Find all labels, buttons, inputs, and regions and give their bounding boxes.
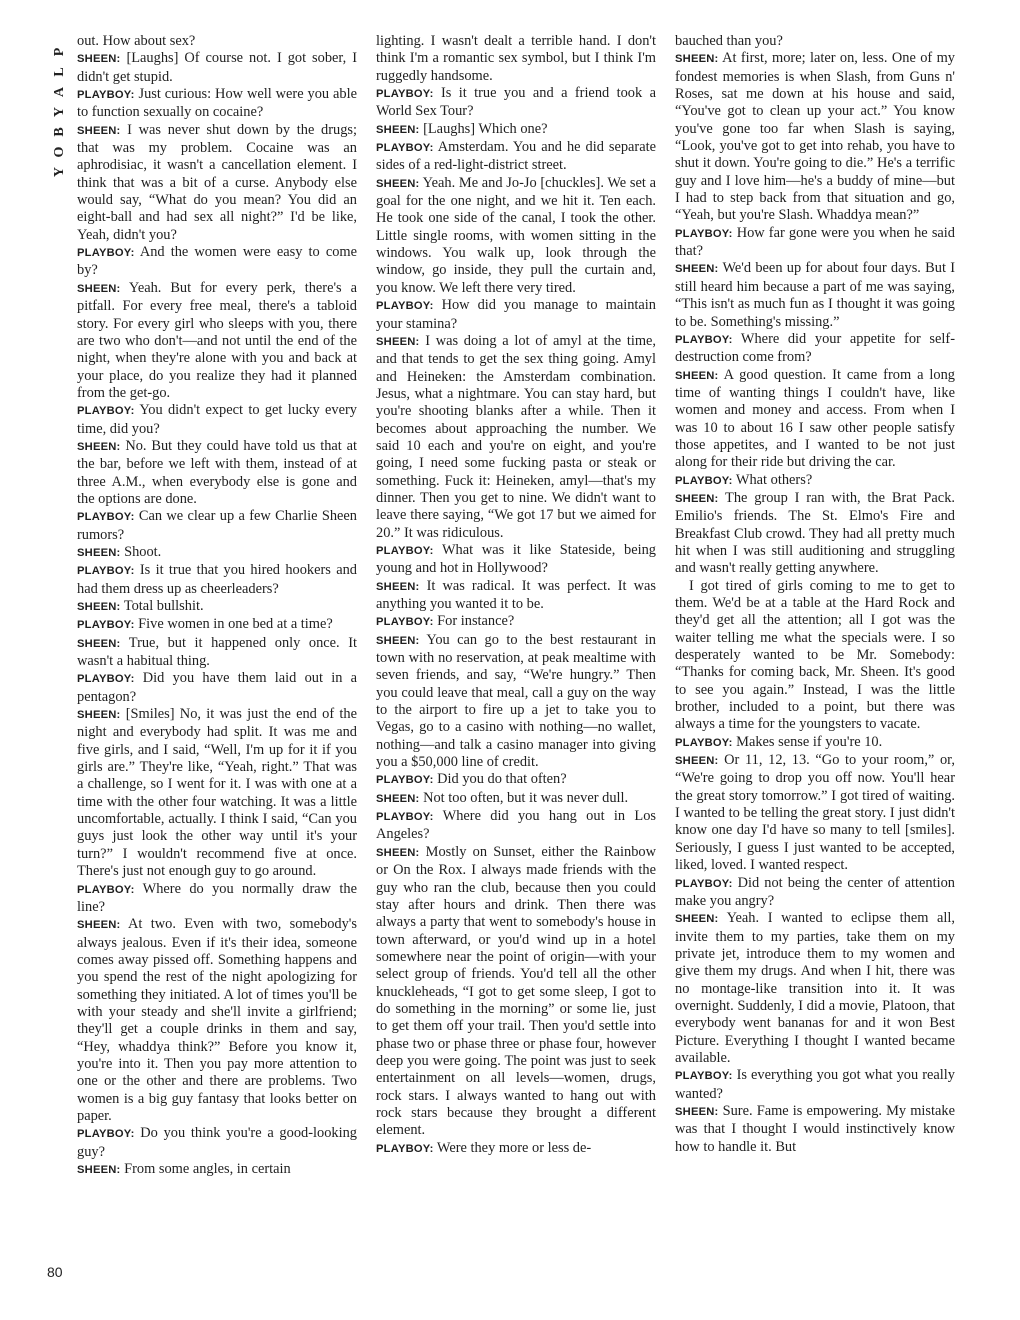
paragraph-text: Did not being the center of attention make you angry? bbox=[675, 874, 955, 909]
paragraph-text: At first, more; later on, less. One of my fondest memories is when Slash, from Guns n' Roses, sat me down at his house and said, “You've got to clean up your act.” You know you've gone too far when Slash is saying, “Look, you've got to get into rehab, you have to shut it down. You're going to die.” He's a terrific guy and I love him—he's a buddy of mine—but I had to step back from that situation and go, “Yeah, but you're Slash. Whaddya mean?” bbox=[675, 50, 955, 224]
interview-paragraph bbox=[77, 670, 357, 706]
speaker-label: PLAYBOY: bbox=[675, 474, 733, 487]
paragraph-text: bauched than you? bbox=[675, 33, 783, 49]
interview-paragraph bbox=[77, 1125, 357, 1161]
speaker-label: PLAYBOY: bbox=[376, 774, 434, 787]
paragraph-text: I got tired of girls coming to me to get to them. We'd be at a table at the Hard Rock and they'd get all the attention; all I got was the waiter telling me what the specials were. I so desperately wanted to be Mr. Somebody: “Thanks for coming back, Mr. Sheen. It's good to see you again.” Instead, I was the little brother, included to a point, but there was always a time for the youngsters to vacate. bbox=[675, 577, 955, 733]
interview-paragraph bbox=[376, 771, 656, 789]
interview-paragraph bbox=[675, 472, 955, 490]
speaker-label: PLAYBOY: bbox=[675, 1070, 733, 1083]
paragraph-text: Shoot. bbox=[124, 543, 162, 560]
paragraph-text: At two. Even with two, somebody's always jealous. Even if it's their idea, someone comes away pissed off. Something happens and you spend the rest of the night apologizing for something they initiated. A lot of times you'll be with your steady and she'll invite a girlfriend; they'll get a couple drinks in them and say, “Hey, whaddya think?” Before you know it, you're into it. Then you pay more attention to one or the other and there are problems. Two women is a big guy fantasy that looks better on paper. bbox=[77, 916, 357, 1124]
paragraph-text: Not too often, but it was never dull. bbox=[423, 789, 629, 806]
paragraph-text: True, but it happened only once. It wasn't a habitual thing. bbox=[77, 634, 357, 670]
interview-paragraph bbox=[675, 260, 955, 330]
speaker-label: PLAYBOY: bbox=[77, 511, 135, 524]
speaker-label: SHEEN: bbox=[376, 792, 420, 805]
speaker-label: PLAYBOY: bbox=[675, 877, 733, 890]
paragraph-text: Can we clear up a few Charlie Sheen rumors? bbox=[77, 508, 357, 543]
paragraph-text: lighting. I wasn't dealt a terrible hand. I don't think I'm a romantic sex symbol, but I think I'm ruggedly handsome. bbox=[376, 33, 656, 84]
speaker-label: PLAYBOY: bbox=[675, 333, 733, 346]
interview-paragraph bbox=[376, 844, 656, 1140]
paragraph-text: Or 11, 12, 13. “Go to your room,” or, “We're going to drop you off now. You'll hear the great story tomorrow.” I got tired of waiting. I wanted to be telling the great story. I just didn't know one day I'd have so many to tell [smiles]. Seriously, I guess I just wanted to be accepted, liked, loved. I wanted respect. bbox=[675, 752, 955, 874]
speaker-label: SHEEN: bbox=[675, 1105, 719, 1118]
paragraph-text: Where did you hang out in Los Angeles? bbox=[376, 808, 656, 843]
magazine-vertical-nameplate bbox=[50, 42, 70, 182]
interview-paragraph bbox=[675, 578, 955, 734]
speaker-label: PLAYBOY: bbox=[77, 565, 135, 578]
paragraph-text: [Laughs] Of course not. I got sober, I didn't get stupid. bbox=[77, 50, 357, 85]
paragraph-text: Yeah. Me and Jo-Jo [chuckles]. We set a goal for the one night, and we hit it. Ten each. He took one side of the canal, I took the other. Little single rooms, with women sitting in the windows. You walk up, look through the window, go inside, they pull the curtain and, you know. We left there very tired. bbox=[376, 174, 656, 296]
interview-paragraph bbox=[376, 808, 656, 844]
speaker-label: SHEEN: bbox=[675, 369, 719, 382]
paragraph-text: Did you have them laid out in a pentagon? bbox=[77, 670, 357, 705]
paragraph-text: Five women in one bed at a time? bbox=[138, 616, 333, 633]
speaker-label: PLAYBOY: bbox=[376, 88, 434, 101]
paragraph-text: Do you think you're a good-looking guy? bbox=[77, 1125, 357, 1160]
text-column-1 bbox=[77, 33, 357, 1179]
interview-paragraph bbox=[675, 331, 955, 367]
interview-paragraph bbox=[376, 139, 656, 175]
speaker-label: SHEEN: bbox=[376, 846, 420, 859]
nameplate-letter: Y bbox=[52, 166, 67, 178]
interview-paragraph bbox=[675, 50, 955, 224]
paragraph-text: What was it like Stateside, being young and hot in Hollywood? bbox=[376, 541, 656, 577]
interview-paragraph bbox=[77, 881, 357, 917]
speaker-label: SHEEN: bbox=[77, 440, 121, 453]
speaker-label: PLAYBOY: bbox=[376, 544, 434, 557]
interview-paragraph bbox=[376, 175, 656, 297]
paragraph-text: Amsterdam. You and he did separate sides of a red-light-district street. bbox=[376, 139, 657, 174]
paragraph-text: Where did your appetite for self-destruction come from? bbox=[675, 330, 955, 366]
speaker-label: SHEEN: bbox=[376, 177, 420, 190]
interview-paragraph bbox=[675, 490, 955, 578]
speaker-label: SHEEN: bbox=[675, 263, 719, 276]
speaker-label: SHEEN: bbox=[675, 492, 719, 505]
speaker-label: SHEEN: bbox=[77, 709, 121, 722]
paragraph-text: No. But they could have told us that at the bar, before we left with them, instead of at three A.M., when everybody else is gone and the options are done. bbox=[77, 437, 357, 507]
speaker-label: PLAYBOY: bbox=[675, 736, 733, 749]
nameplate-letter: B bbox=[52, 127, 67, 137]
page-number: 80 bbox=[47, 1264, 63, 1280]
nameplate-letter: A bbox=[52, 86, 67, 98]
paragraph-text: Total bullshit. bbox=[123, 598, 204, 614]
paragraph-text: And the women were easy to come by? bbox=[77, 244, 357, 279]
paragraph-text: I was doing a lot of amyl at the time, and that tends to get the sex thing going. Amyl and Heineken: the Amsterdam combination. Jesus, what a nightmare. You can stay hard, but you're shooting blanks after a while. Then it becomes about approaching the number. We said 10 each and you're on eight, and you're going, I need some fucking pasta or steak or something. Fuck it: Heineken, amyl—that's my dinner. Then you get to nine. We didn't want to leave there saying, “We got 17 but we aimed for 20.” It was ridiculous. bbox=[376, 332, 656, 541]
interview-paragraph bbox=[675, 734, 955, 752]
paragraph-text: Did you do that often? bbox=[437, 771, 567, 788]
speaker-label: SHEEN: bbox=[77, 919, 121, 932]
interview-paragraph bbox=[376, 578, 656, 614]
interview-paragraph bbox=[675, 752, 955, 874]
speaker-label: PLAYBOY: bbox=[77, 89, 135, 102]
speaker-label: SHEEN: bbox=[675, 53, 719, 66]
speaker-label: SHEEN: bbox=[77, 637, 121, 650]
nameplate-letter: O bbox=[52, 146, 67, 158]
interview-paragraph bbox=[77, 438, 357, 508]
text-column-3 bbox=[675, 33, 955, 1156]
speaker-label: PLAYBOY: bbox=[77, 405, 135, 418]
interview-paragraph bbox=[77, 122, 357, 244]
nameplate-letter: L bbox=[52, 67, 67, 77]
interview-paragraph bbox=[77, 508, 357, 544]
interview-paragraph bbox=[376, 790, 656, 808]
interview-paragraph bbox=[675, 225, 955, 261]
speaker-label: PLAYBOY: bbox=[77, 883, 135, 896]
speaker-label: SHEEN: bbox=[77, 546, 121, 559]
interview-paragraph bbox=[77, 244, 357, 280]
interview-paragraph bbox=[675, 367, 955, 472]
interview-paragraph bbox=[376, 33, 656, 85]
paragraph-text: Is it true you and a friend took a World Sex Tour? bbox=[376, 85, 656, 120]
paragraph-text: Were they more or less de- bbox=[436, 1139, 592, 1156]
interview-paragraph bbox=[77, 1161, 357, 1179]
interview-paragraph bbox=[675, 33, 955, 50]
paragraph-text: Just curious: How well were you able to function sexually on cocaine? bbox=[77, 86, 357, 121]
interview-paragraph bbox=[376, 85, 656, 121]
paragraph-text: You can go to the best restaurant in town with no reservation, at peak mealtime with seven friends, and say, “We're hungry.” Then you could leave that meal, call a guy on the way to the airport to fire up a jet to take you to Vegas, go to a casino with nothing—no wallet, nothing—and talk a casino manager into giving you a $50,000 line of credit. bbox=[376, 631, 656, 771]
paragraph-text: How far gone were you when he said that? bbox=[675, 224, 955, 260]
paragraph-text: Yeah. I wanted to eclipse them all, invite them to my parties, take them on my private jet, introduce them to my women and give them my drugs. And when I hit, there was no montage-like transition into it. It was overnight. Suddenly, I did a movie, Platoon, that everybody went bananas for and it won Best Picture. Everything I thought I wanted became available. bbox=[675, 910, 955, 1066]
speaker-label: PLAYBOY: bbox=[376, 142, 434, 155]
interview-paragraph bbox=[675, 910, 955, 1067]
interview-paragraph bbox=[376, 333, 656, 542]
interview-paragraph bbox=[77, 33, 357, 50]
interview-paragraph bbox=[77, 562, 357, 598]
speaker-label: PLAYBOY: bbox=[77, 673, 135, 686]
interview-paragraph bbox=[77, 916, 357, 1125]
speaker-label: PLAYBOY: bbox=[376, 1142, 434, 1155]
paragraph-text: A good question. It came from a long time of wanting things I couldn't have, like women and money and access. From when I was 10 to about 16 I saw other people satisfy those appetites, and I wanted to be not just along for their ride but driving the car. bbox=[675, 366, 955, 471]
paragraph-text: What others? bbox=[735, 471, 813, 488]
interview-paragraph bbox=[376, 297, 656, 333]
interview-paragraph bbox=[77, 280, 357, 402]
paragraph-text: Is everything you got what you really wanted? bbox=[675, 1067, 955, 1102]
speaker-label: SHEEN: bbox=[77, 601, 121, 613]
paragraph-text: We'd been up for about four days. But I still heard him because a part of me was saying, “This isn't as much fun as I thought it was going to be. Something's missing.” bbox=[675, 260, 955, 330]
paragraph-text: It was radical. It was perfect. It was anything you wanted it to be. bbox=[376, 577, 656, 612]
speaker-label: SHEEN: bbox=[675, 913, 719, 926]
speaker-label: PLAYBOY: bbox=[376, 811, 434, 824]
speaker-label: SHEEN: bbox=[376, 634, 420, 647]
paragraph-text: out. How about sex? bbox=[77, 33, 196, 49]
speaker-label: SHEEN: bbox=[77, 1164, 121, 1176]
interview-paragraph bbox=[77, 598, 357, 616]
paragraph-text: How did you manage to maintain your stamina? bbox=[376, 297, 656, 332]
paragraph-text: The group I ran with, the Brat Pack. Emilio's friends. The St. Elmo's Fire and Breakfast Club crowd. They had all pretty much hit when I was still auditioning and struggling and wasn't really getting anywhere. bbox=[675, 489, 955, 577]
speaker-label: PLAYBOY: bbox=[376, 616, 434, 629]
paragraph-text: Sure. Fame is empowering. My mistake was that I thought I would instinctively know how to handle it. But bbox=[675, 1102, 955, 1155]
paragraph-text: Where do you normally draw the line? bbox=[77, 880, 357, 915]
interview-paragraph bbox=[675, 1103, 955, 1156]
speaker-label: SHEEN: bbox=[77, 53, 121, 66]
interview-paragraph bbox=[675, 1067, 955, 1103]
paragraph-text: For instance? bbox=[437, 613, 515, 630]
paragraph-text: I was never shut down by the drugs; that was my problem. Cocaine was an aphrodisiac, it wasn't a cancellation element. I think that was a bit of a curse. Anybody else would say, “What do you mean? You did an eight-ball and had sex all night?” I'd be like, Yeah, didn't you? bbox=[77, 121, 357, 243]
speaker-label: SHEEN: bbox=[376, 580, 420, 593]
interview-paragraph bbox=[376, 1140, 656, 1158]
interview-paragraph bbox=[77, 544, 357, 562]
paragraph-text: [Smiles] No, it was just the end of the night and everybody had split. It was me and five girls, and I said, “Well, I'm up for it if you girls are.” They're like, “Yeah, right.” That was a challenge, so I went for it. I was with one at a time with the other four watching. It was a little uncomfortable, actually. I think I said, “Can you guys just look the other way until it's your turn?” I wouldn't recommend five at once. There's just not enough guy to go around. bbox=[77, 706, 357, 880]
interview-paragraph bbox=[376, 121, 656, 139]
paragraph-text: Makes sense if you're 10. bbox=[736, 733, 883, 750]
interview-paragraph bbox=[376, 542, 656, 578]
interview-paragraph bbox=[675, 875, 955, 911]
paragraph-text: [Laughs] Which one? bbox=[423, 120, 548, 137]
interview-paragraph bbox=[77, 706, 357, 880]
speaker-label: SHEEN: bbox=[77, 124, 121, 137]
interview-paragraph bbox=[376, 613, 656, 631]
interview-paragraph bbox=[376, 632, 656, 772]
nameplate-letter: Y bbox=[52, 106, 67, 118]
speaker-label: SHEEN: bbox=[77, 282, 121, 295]
speaker-label: SHEEN: bbox=[376, 123, 420, 136]
speaker-label: PLAYBOY: bbox=[77, 619, 135, 632]
paragraph-text: Yeah. But for every perk, there's a pitfall. For every free meal, there's a tabloid story. For every girl who sleeps with you, there are two who don't—and not until the end of the night, when they're alone with you and back at your place, do you realize they had it planned from the get-go. bbox=[77, 279, 357, 401]
speaker-label: PLAYBOY: bbox=[675, 227, 733, 240]
speaker-label: PLAYBOY: bbox=[77, 1128, 135, 1141]
paragraph-text: You didn't expect to get lucky every time, did you? bbox=[77, 402, 357, 437]
paragraph-text: From some angles, in certain bbox=[124, 1161, 291, 1177]
nameplate-letter: P bbox=[52, 47, 67, 57]
interview-paragraph bbox=[77, 86, 357, 122]
speaker-label: PLAYBOY: bbox=[376, 300, 434, 313]
speaker-label: SHEEN: bbox=[675, 755, 719, 768]
paragraph-text: Mostly on Sunset, either the Rainbow or On the Rox. I always made friends with the guy who ran the club, because then you could stay after hours and drink. Then there was always a party that went to somebody's house in town afterward, or you'd wind up in a hotel somewhere near the point of origin—with your select group of friends. You'd tell all the other knuckleheads, “I got to get some sleep, I got to do something in the morning” or some lie, just to get them off your trail. Then you'd settle into phase two or phase three or phase four, however deep you were going. The point was just to seek entertainment on all levels—women, drugs, rock stars. I always wanted to hang out with rock stars because they brought a different element. bbox=[376, 843, 656, 1139]
speaker-label: SHEEN: bbox=[376, 335, 420, 348]
interview-paragraph bbox=[77, 616, 357, 634]
text-column-2 bbox=[376, 33, 656, 1158]
speaker-label: PLAYBOY: bbox=[77, 247, 135, 260]
paragraph-text: Is it true that you hired hookers and had them dress up as cheerleaders? bbox=[77, 562, 357, 597]
interview-paragraph bbox=[77, 635, 357, 671]
interview-paragraph bbox=[77, 50, 357, 86]
interview-paragraph bbox=[77, 402, 357, 438]
